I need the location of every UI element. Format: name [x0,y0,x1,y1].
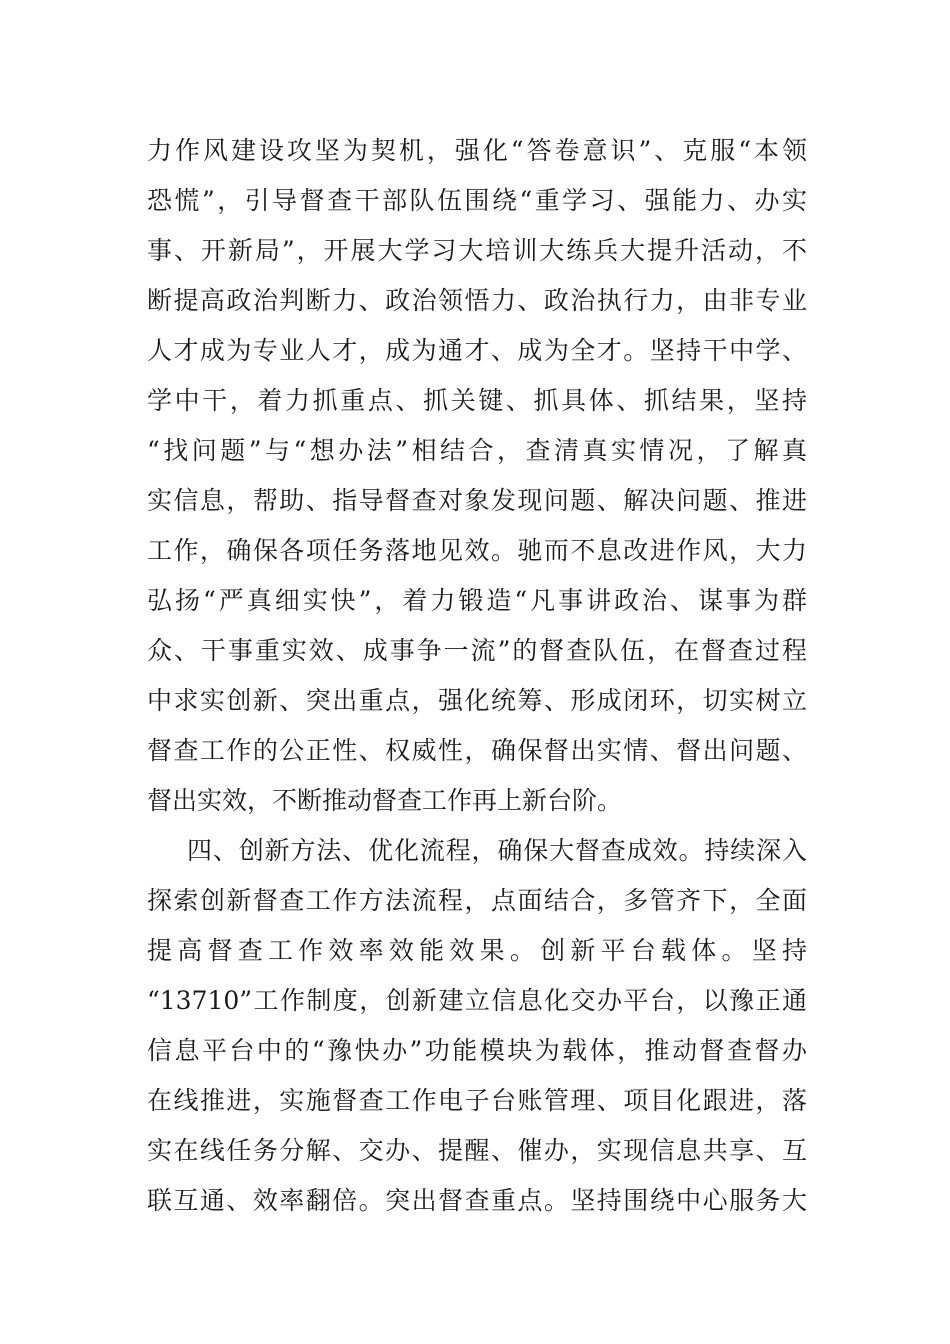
document-body [147,126,807,1226]
text-line: “13710”工作制度，创新建立信息化交办平台，以豫正通 [147,986,807,1015]
text-line: 探索创新督查工作方法流程，点面结合，多管齐下，全面 [147,886,807,915]
text-line: 人才成为专业人才，成为通才、成为全才。坚持干中学、 [147,336,807,365]
text-line: 事、开新局”，开展大学习大培训大练兵大提升活动，不 [147,236,807,265]
text-line: 中求实创新、突出重点，强化统筹、形成闭环，切实树立 [147,686,807,715]
paragraph-1 [147,126,807,826]
text-line: 力作风建设攻坚为契机，强化“答卷意识”、克服“本领 [147,136,807,165]
text-line: 督出实效，不断推动督查工作再上新台阶。 [147,786,623,815]
text-line: 督查工作的公正性、权威性，确保督出实情、督出问题、 [147,736,807,765]
text-line: 在线推进，实施督查工作电子台账管理、项目化跟进，落 [147,1086,807,1115]
text-line: 信息平台中的“豫快办”功能模块为载体，推动督查督办 [147,1036,807,1065]
text-line: “找问题”与“想办法”相结合，查清真实情况，了解真 [147,436,807,465]
text-line: 实在线任务分解、交办、提醒、催办，实现信息共享、互 [147,1136,807,1165]
text-line: 四、创新方法、优化流程，确保大督查成效。持续深入 [187,836,807,865]
text-line: 联互通、效率翻倍。突出督查重点。坚持围绕中心服务大 [147,1186,807,1215]
text-line: 提高督查工作效率效能效果。创新平台载体。坚持 [147,936,807,965]
text-line: 恐慌”，引导督查干部队伍围绕“重学习、强能力、办实 [147,186,807,215]
text-line: 弘扬“严真细实快”，着力锻造“凡事讲政治、谋事为群 [147,586,807,615]
text-line: 工作，确保各项任务落地见效。驰而不息改进作风，大力 [147,536,807,565]
paragraph-2 [147,826,807,1226]
text-line: 断提高政治判断力、政治领悟力、政治执行力，由非专业 [147,286,807,315]
text-line: 学中干，着力抓重点、抓关键、抓具体、抓结果，坚持 [147,386,807,415]
text-line: 实信息，帮助、指导督查对象发现问题、解决问题、推进 [147,486,807,515]
text-line: 众、干事重实效、成事争一流”的督查队伍，在督查过程 [147,636,807,665]
